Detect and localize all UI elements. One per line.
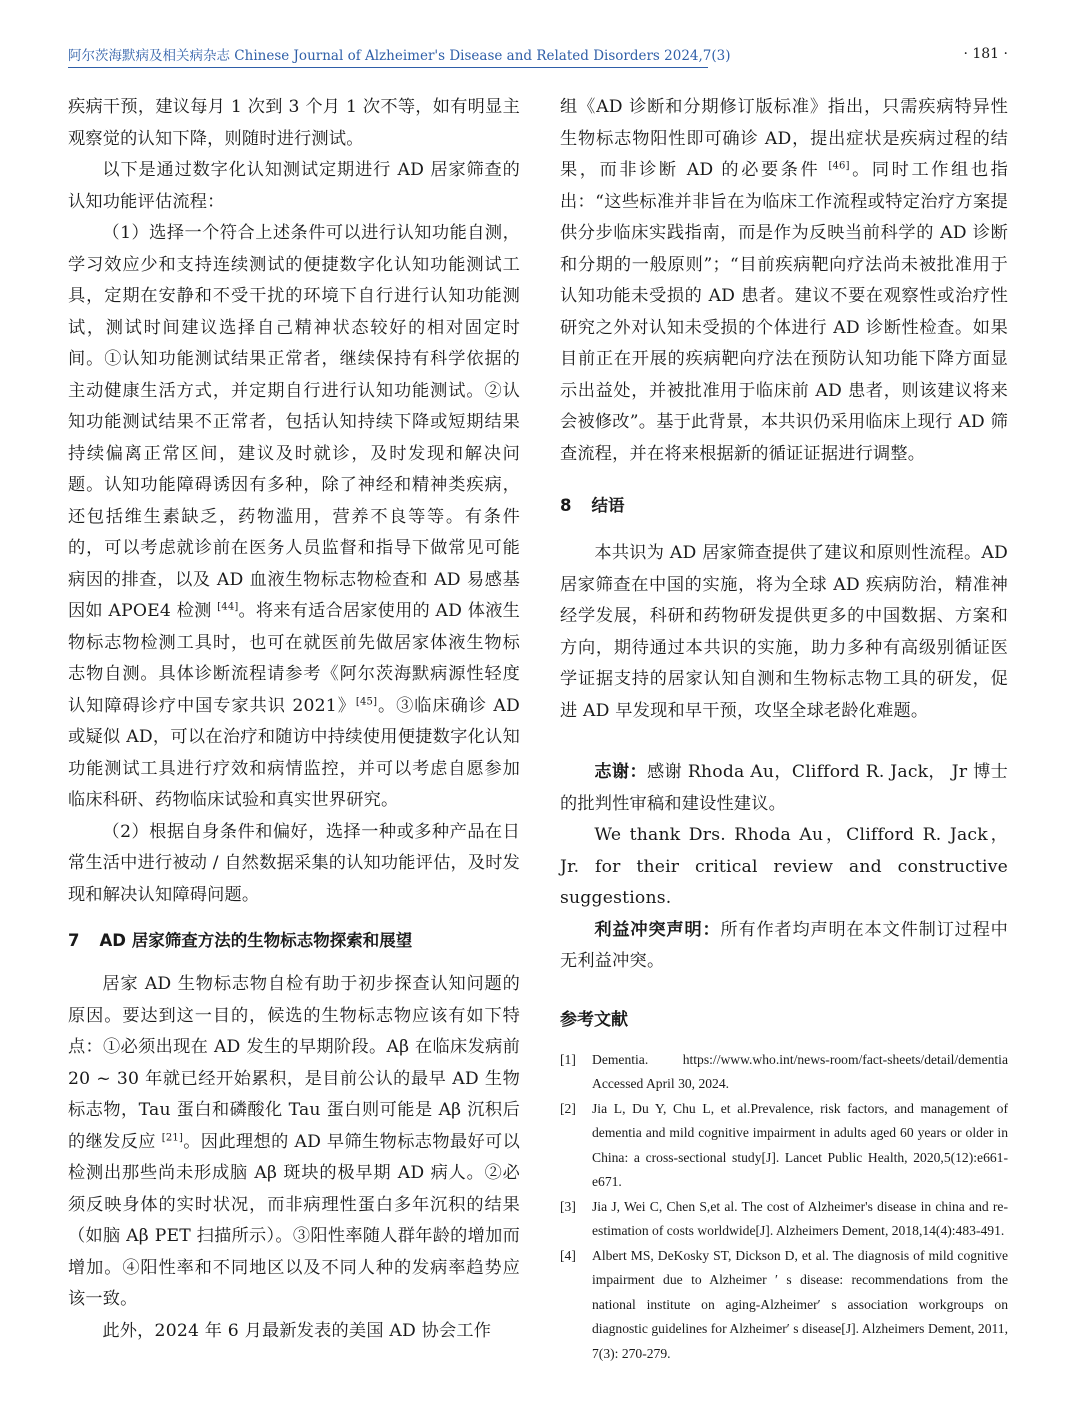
reference-number: [1] (560, 1051, 576, 1067)
coi-label: 利益冲突声明： (594, 919, 721, 940)
ack-text: 感谢 Rhoda Au，Clifford R. Jack， Jr 博士的批判性审稿和建设性建议。 (560, 762, 1008, 814)
coi-text: 所有作者均声明在本文件制订过程中无利益冲突。 (560, 919, 1009, 971)
paragraph (560, 92, 1008, 470)
paragraph (68, 218, 520, 817)
acknowledgement (560, 757, 1008, 820)
ack-label: 志谢： (594, 762, 647, 782)
journal-header: 阿尔茨海默病及相关病杂志 Chinese Journal of Alzheimer's Disease and Related Disorders 2024,7(3) (68, 48, 731, 64)
reference-text: Jia L, Du Y, Chu L, et al.Prevalence, risk factors, and management of dementia and mild cognitive impairment in adults aged 60 years or older in China: a cross-sectional study[J]. Lancet Public Health, 2020,5(12):e661-e671. (592, 1100, 1008, 1189)
paragraph (68, 969, 520, 1316)
reference-text: Albert MS, DeKosky ST, Dickson D, et al. The diagnosis of mild cognitive impairment due to Alzheimer ′ s disease: recommendations from the national institute on aging-Alzheimer′ s association workgroups on diagnostic guidelines for Alzheimer′ s disease[J]. Alzheimers Dement, 2011, 7(3): 270-279. (592, 1247, 1008, 1361)
reference-item (560, 1048, 1008, 1097)
references-title: 参考文献 (560, 1009, 628, 1030)
citation: [45] (355, 695, 378, 707)
left-column (68, 92, 520, 1347)
section-title: 结语 (591, 496, 625, 515)
section-title: AD 居家筛查方法的生物标志物探索和展望 (99, 931, 413, 950)
section-number: 8 (560, 496, 572, 515)
reference-number: [3] (560, 1198, 576, 1214)
reference-number: [2] (560, 1100, 576, 1116)
paragraph-text: 。同时工作组也指出：“这些标准并非旨在为临床工作流程或特定治疗方案提供分步临床实践指南，而是作为反映当前科学的 AD 诊断和分期的一般原则”；“目前疾病靶向疗法尚未被批准用于认知功能未受损的 AD 患者。建议不要在观察性或治疗性研究之外对认知未受损的个体进行 AD 诊断性检查。如果目前正在开展的疾病靶向疗法在预防认知功能下降方面显示出益处，并被批准用于临床前 AD 患者，则该建议将来会被修改”。基于此背景，本共识仍采用临床上现行 AD 筛查流程，并在将来根据新的循证证据进行调整。 (560, 160, 1008, 464)
paragraph-text: 。将来有适合居家使用的 AD 体液生物标志物检测工具时，也可在就医前先做居家体液生物标志物自测。具体诊断流程请参考《阿尔茨海默病源性轻度认知障碍诊疗中国专家共识 2021》 (68, 601, 520, 716)
reference-item (560, 1195, 1008, 1244)
right-column (560, 92, 1008, 1366)
reference-item (560, 1097, 1008, 1195)
paragraph: 此外，2024 年 6 月最新发表的美国 AD 协会工作 (102, 1320, 492, 1341)
acknowledgement-en: We thank Drs. Rhoda Au，Clifford R. Jack， Jr. for their critical review and constructive suggestions. (560, 825, 1008, 908)
paragraph-text: 居家 AD 生物标志物自检有助于初步探查认知问题的原因。要达到这一目的，候选的生物标志物应该有如下特点：①必须出现在 AD 发生的早期阶段。Aβ 在临床发病前 20 ~ 30 年就已经开始累积，是目前公认的最早 AD 生物标志物，Tau 蛋白和磷酸化 Tau 蛋白则可能是 Aβ 沉积后的继发反应 (68, 974, 520, 1152)
paragraph-text: 。③临床确诊 AD 或疑似 AD，可以在治疗和随访中持续使用便捷数字化认知功能测试工具进行疗效和病情监控，并可以考虑自愿参加临床科研、药物临床试验和真实世界研究。 (68, 695, 520, 810)
paragraph: 疾病干预，建议每月 1 次到 3 个月 1 次不等，如有明显主观察觉的认知下降，则随时进行测试。 (68, 97, 520, 149)
section-heading (68, 929, 520, 953)
reference-number: [4] (560, 1247, 576, 1263)
reference-text: Jia J, Wei C, Chen S,et al. The cost of Alzheimer's disease in china and re-estimation of costs worldwide[J]. Alzheimers Dement, 2018,14(4):483-491. (592, 1198, 1008, 1238)
reference-list (560, 1048, 1008, 1367)
reference-item (560, 1244, 1008, 1367)
reference-text: Dementia. https://www.who.int/news-room/fact-sheets/detail/dementia Accessed April 30, 2024. (592, 1051, 1008, 1091)
citation: [46] (828, 160, 850, 172)
citation: [21] (161, 1131, 184, 1143)
citation: [44] (217, 601, 239, 613)
paragraph-text: 组《AD 诊断和分期修订版标准》指出，只需疾病特异性生物标志物阳性即可确诊 AD，提出症状是疾病过程的结果，而非诊断 AD 的必要条件 (560, 97, 1008, 180)
paragraph: （2）根据自身条件和偏好，选择一种或多种产品在日常生活中进行被动 / 自然数据采集的认知功能评估，及时发现和解决认知障碍问题。 (68, 821, 521, 905)
page-number: · 181 · (963, 46, 1008, 62)
paragraph-text: 。因此理想的 AD 早筛生物标志物最好可以检测出那些尚未形成脑 Aβ 斑块的极早期 AD 病人。②必须反映身体的实时状况，而非病理性蛋白多年沉积的结果（如脑 Aβ PET 扫描所示）。③阳性率随人群年龄的增加而增加。④阳性率和不同地区以及不同人种的发病率趋势应该一致。 (68, 1131, 520, 1309)
section-heading (560, 494, 1008, 518)
paragraph: 本共识为 AD 居家筛查提供了建议和原则性流程。AD 居家筛查在中国的实施，将为全球 AD 疾病防治，精准神经学发展，科研和药物研发提供更多的中国数据、方案和方向，期待通过本共识的实施，助力多种有高级别循证医学证据支持的居家认知自测和生物标志物工具的研发，促进 AD 早发现和早干预，攻坚全球老龄化难题。 (560, 543, 1008, 721)
paragraph-text: （1）选择一个符合上述条件可以进行认知功能自测，学习效应少和支持连续测试的便捷数字化认知功能测试工具，定期在安静和不受干扰的环境下自行进行认知功能测试，测试时间建议选择自己精神状态较好的相对固定时间。①认知功能测试结果正常者，继续保持有科学依据的主动健康生活方式，并定期自行进行认知功能测试。②认知功能测试结果不正常者，包括认知持续下降或短期结果持续偏离正常区间，建议及时就诊，及时发现和解决问题。认知功能障碍诱因有多种，除了神经和精神类疾病，还包括维生素缺乏，药物滥用，营养不良等等。有条件的，可以考虑就诊前在医务人员监督和指导下做常见可能病因的排查，以及 AD 血液生物标志物检查和 AD 易感基因如 APOE4 检测 (68, 223, 520, 621)
section-number: 7 (68, 931, 80, 950)
header-rule (68, 67, 708, 68)
paragraph: 以下是通过数字化认知测试定期进行 AD 居家筛查的认知功能评估流程： (68, 160, 520, 212)
conflict-of-interest (560, 915, 1008, 978)
